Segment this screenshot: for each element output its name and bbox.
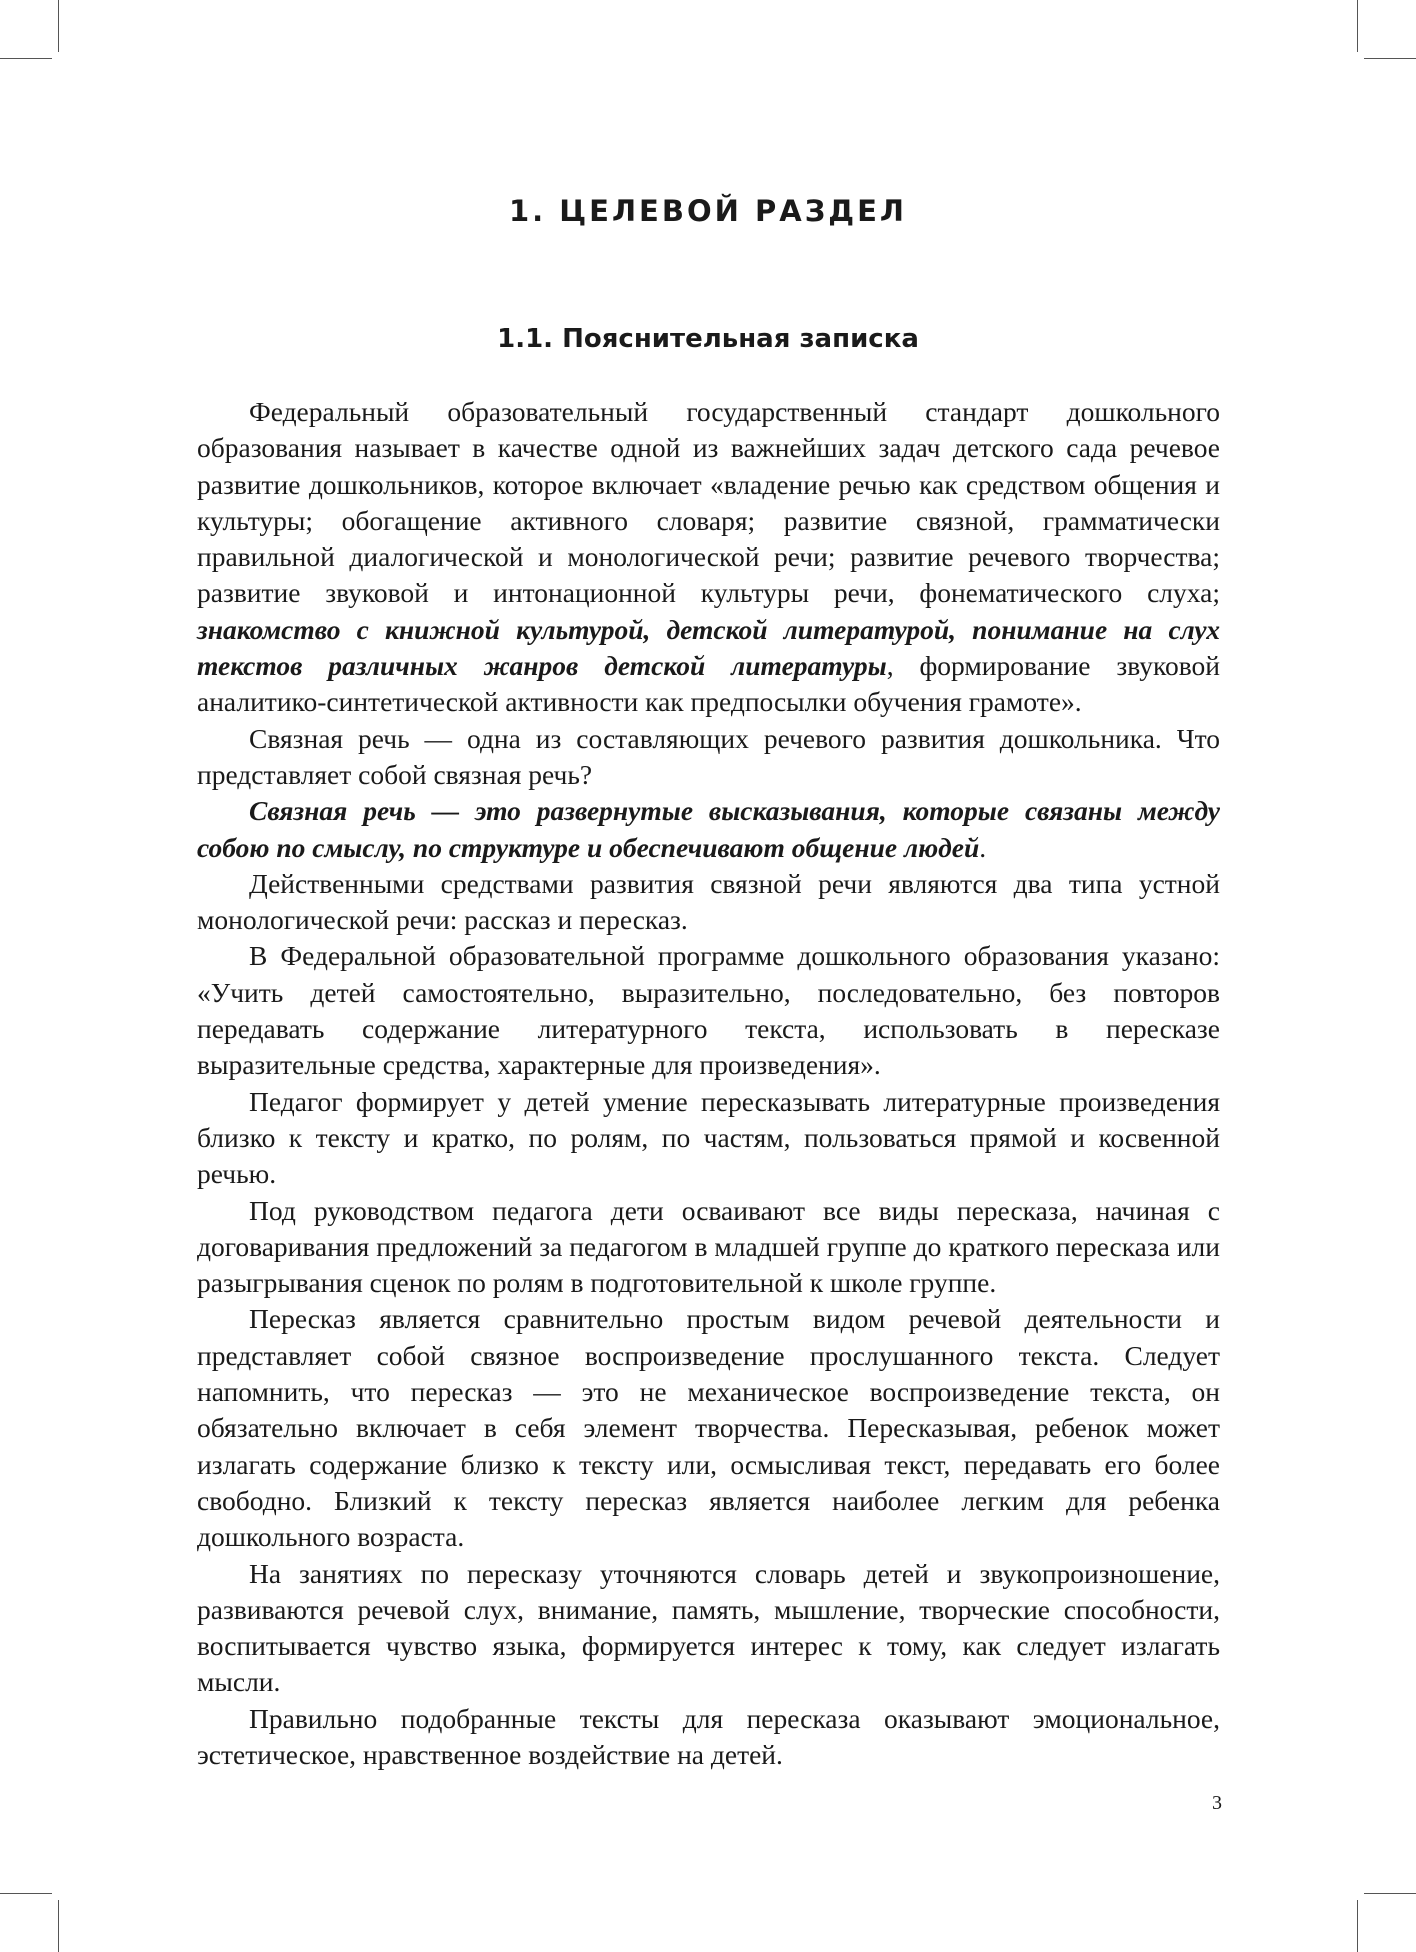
section-title: 1. ЦЕЛЕВОЙ РАЗДЕЛ — [508, 194, 908, 228]
paragraph-text: . — [979, 831, 987, 863]
subsection-title: 1.1. Пояснительная записка — [497, 324, 919, 354]
crop-mark-bottom-left-horizontal — [0, 1893, 52, 1894]
paragraph-2: Связная речь — одна из составляющих речевого развития дошкольника. Что представляет собой связная речь? — [197, 722, 1220, 790]
paragraph-8: Пересказ является сравнительно простым видом речевой деятельности и представляет собой связное воспроизведение прослушанного текста. Следует напомнить, что пересказ — это не механическое воспроизведение текста, он обязательно включает в себя элемент творчества. Пересказывая, ребенок может излагать содержание близко к тексту или, осмысливая текст, передавать его более свободно. Близкий к тексту пересказ является наиболее легким для ребенка дошкольного возраста. — [197, 1303, 1220, 1553]
document-body — [197, 394, 1220, 1773]
page-number: 3 — [1212, 1792, 1222, 1814]
paragraph-3-definition — [197, 793, 1220, 866]
paragraph-1 — [197, 394, 1220, 721]
paragraph-9: На занятиях по пересказу уточняются словарь детей и звукопроизношение, развиваются речевой слух, внимание, память, мышление, творческие способности, воспитывается чувство языка, формируется интерес к тому, как следует излагать мысли. — [197, 1557, 1220, 1698]
emphasis-text: знакомство с книжной культурой, детской литературой, понимание на слух текстов различных жанров детской литературы — [197, 613, 1220, 682]
paragraph-6: Педагог формирует у детей умение пересказывать литературные произведения близко к тексту и кратко, по ролям, по частям, пользоваться прямой и косвенной речью. — [197, 1085, 1220, 1190]
crop-mark-top-right-vertical — [1357, 0, 1358, 52]
crop-mark-bottom-right-vertical — [1357, 1900, 1358, 1952]
paragraph-7: Под руководством педагога дети осваивают все виды пересказа, начиная с договаривания предложений за педагогом в младшей группе до краткого пересказа или разыгрывания сценок по ролям в подготовительной к школе группе. — [197, 1194, 1220, 1299]
crop-mark-top-left-vertical — [58, 0, 59, 52]
paragraph-4: Действенными средствами развития связной речи являются два типа устной монологической речи: рассказ и пересказ. — [197, 867, 1220, 936]
paragraph-text: , формирование звуковой аналитико-синтетической активности как предпосылки обучения грамоте». — [197, 650, 1221, 718]
paragraph-5: В Федеральной образовательной программе дошкольного образования указано: «Учить детей самостоятельно, выразительно, последовательно, без повторов передавать содержание литературного текста, использовать в пересказе выразительные средства, характерные для произведения». — [197, 940, 1220, 1081]
definition-emphasis: Связная речь — это развернутые высказывания, которые связаны между собою по смыслу, по структуре и обеспечивают общение людей — [197, 795, 1220, 863]
paragraph-10: Правильно подобранные тексты для пересказа оказывают эмоциональное, эстетическое, нравственное воздействие на детей. — [197, 1702, 1220, 1770]
crop-mark-bottom-right-horizontal — [1364, 1893, 1416, 1894]
crop-mark-top-right-horizontal — [1364, 58, 1416, 59]
paragraph-text: Федеральный образовательный государственный стандарт дошкольного образования называет в качестве одной из важнейших задач детского сада речевое развитие дошкольников, которое включает «владение речью как средством общения и культуры; обогащение активного словаря; развитие связной, грамматически правильной диалогической и монологической речи; развитие речевого творчества; развитие звуковой и интонационной культуры речи, фонематического слуха; — [197, 396, 1220, 609]
crop-mark-top-left-horizontal — [0, 58, 52, 59]
crop-mark-bottom-left-vertical — [58, 1900, 59, 1952]
